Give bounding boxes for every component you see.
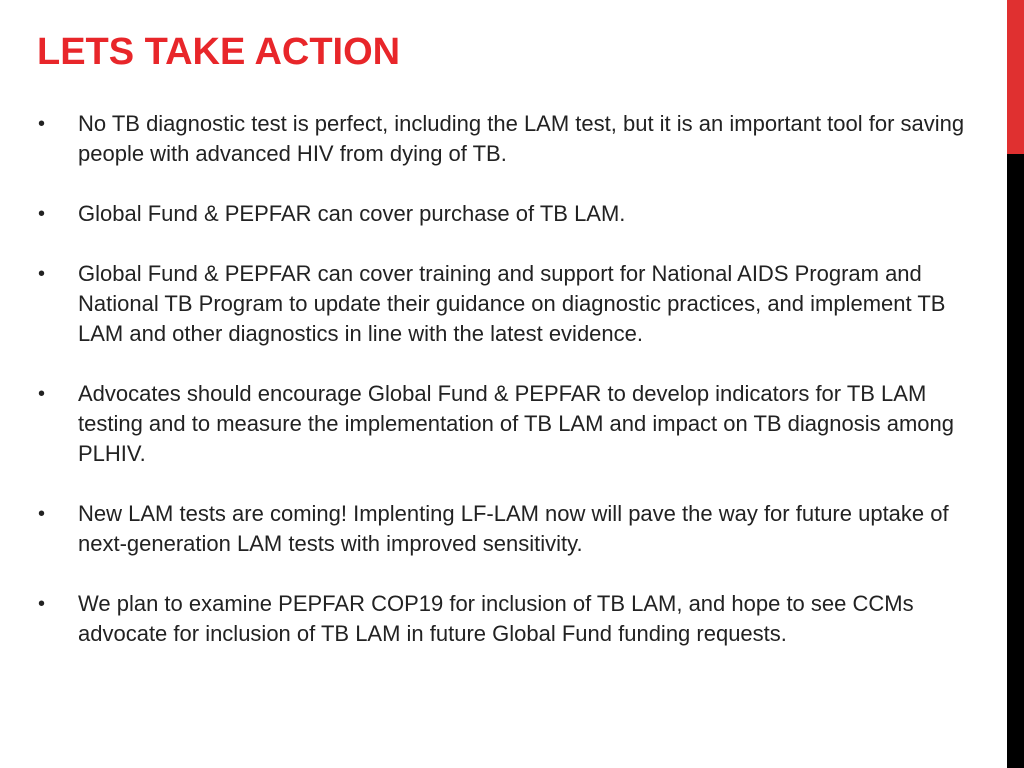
bullet-dot-icon: • [38,383,46,405]
bullet-text: Global Fund & PEPFAR can cover training and support for National AIDS Program and National TB Program to update their guidance on diagnostic practices, and implement TB LAM and other diagnostics in line with the latest evidence. [78,261,946,346]
bullet-text: No TB diagnostic test is perfect, including the LAM test, but it is an important tool for saving people with advanced HIV from dying of TB. [78,111,965,166]
bullet-item-2 [38,199,983,229]
bullet-item-1 [38,109,983,169]
slide-title: LETS TAKE ACTION [37,31,401,73]
bullet-item-5 [38,499,983,559]
bullet-text: We plan to examine PEPFAR COP19 for inclusion of TB LAM, and hope to see CCMs advocate for inclusion of TB LAM in future Global Fund funding requests. [78,591,914,646]
bullet-dot-icon: • [38,503,46,525]
bullet-dot-icon: • [38,113,46,135]
bullet-text: New LAM tests are coming! Implenting LF-LAM now will pave the way for future uptake of next-generation LAM tests with improved sensitivity. [78,501,949,556]
bullet-text: Advocates should encourage Global Fund & PEPFAR to develop indicators for TB LAM testing and to measure the implementation of TB LAM and impact on TB diagnosis among PLHIV. [78,381,955,466]
bullet-text: Global Fund & PEPFAR can cover purchase of TB LAM. [78,201,626,226]
bullet-item-6 [38,589,983,649]
bullet-item-4 [38,379,983,469]
bullet-dot-icon: • [38,593,46,615]
bullet-list [38,109,983,679]
bullet-item-3 [38,259,983,349]
bullet-dot-icon: • [38,203,46,225]
side-accent-stripe [1007,0,1024,154]
bullet-dot-icon: • [38,263,46,285]
side-decoration-bar [1007,0,1024,768]
